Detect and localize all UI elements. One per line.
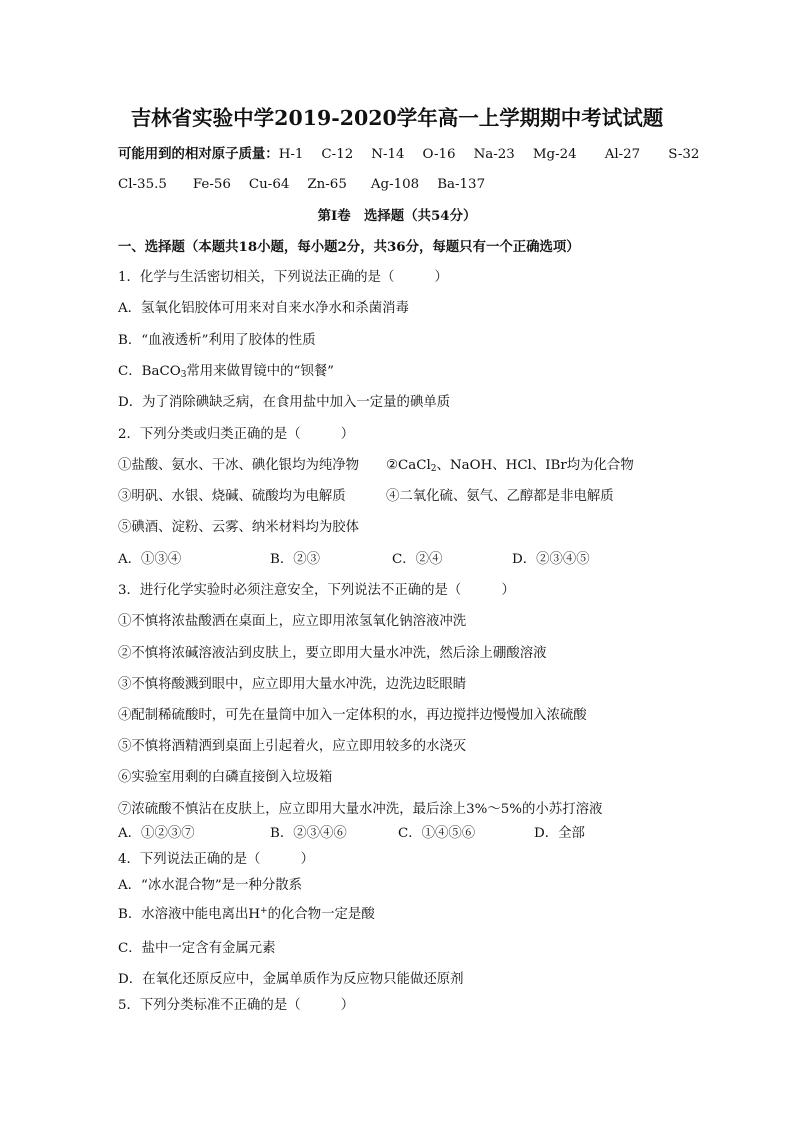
mass-n: N-14 (371, 147, 405, 162)
q2-option-b: B．②③ (270, 552, 321, 567)
mass-mg: Mg-24 (532, 147, 577, 162)
q1-option-d: D．为了消除碘缺乏病，在食用盐中加入一定量的碘单质 (118, 395, 451, 410)
q2-statement-3: ③明矾、水银、烧碱、硫酸均为电解质 (118, 489, 346, 504)
mass-ba: Ba-137 (437, 177, 486, 192)
mass-cl: Cl-35.5 (118, 177, 167, 192)
q1-stem: 1．化学与生活密切相关，下列说法正确的是（ ） (118, 270, 448, 285)
atomic-mass-line-1 (118, 145, 699, 164)
mass-cu: Cu-64 (248, 177, 290, 192)
q2-stem: 2．下列分类或归类正确的是（ ） (118, 427, 355, 442)
q3-option-b: B．②③④⑥ (270, 826, 347, 841)
q3-option-a: A．①②③⑦ (118, 826, 195, 841)
mass-ag: Ag-108 (370, 177, 420, 192)
q3-statement-3: ③不慎将酸溅到眼中，应立即用大量水冲洗，边洗边眨眼睛 (118, 677, 467, 692)
q2-statement-5: ⑤碘酒、淀粉、云雾、纳米材料均为胶体 (118, 520, 360, 535)
q3-statement-4: ④配制稀硫酸时，可先在量筒中加入一定体积的水，再边搅拌边慢慢加入浓硫酸 (118, 708, 587, 723)
mass-s: S-32 (668, 147, 700, 162)
q3-statement-1: ①不慎将浓盐酸洒在桌面上，应立即用浓氢氧化钠溶液冲洗 (118, 614, 467, 629)
q2-option-c: C．②④ (392, 552, 443, 567)
q1-option-b: B．“血液透析”利用了胶体的性质 (118, 333, 316, 348)
q4-option-a: A．“冰水混合物”是一种分散系 (118, 878, 303, 893)
q3-stem: 3．进行化学实验时必须注意安全，下列说法不正确的是（ ） (118, 583, 515, 598)
q3-statement-7: ⑦浓硫酸不慎沾在皮肤上，应立即用大量水冲洗，最后涂上3%～5%的小苏打溶液 (118, 802, 603, 817)
q2-option-d: D．②③④⑤ (512, 552, 590, 567)
q4-option-b: B．水溶液中能电离出H+的化合物一定是酸 (118, 906, 375, 922)
mass-o: O-16 (422, 147, 456, 162)
section-title: 第Ⅰ卷 选择题（共54分） (317, 208, 477, 224)
part-heading: 一、选择题（本题共18小题，每小题2分，共36分，每题只有一个正确选项） (118, 239, 580, 255)
q2-option-a: A．①③④ (118, 552, 182, 567)
q4-option-c: C．盐中一定含有金属元素 (118, 941, 276, 956)
q2-statement-1: ①盐酸、氨水、干冰、碘化银均为纯净物 (118, 458, 360, 473)
mass-na: Na-23 (473, 147, 515, 162)
q4-option-d: D．在氧化还原反应中，金属单质作为反应物只能做还原剂 (118, 972, 464, 987)
q3-option-c: C．①④⑤⑥ (398, 826, 476, 841)
atomic-mass-line-2 (118, 176, 485, 194)
q3-statement-5: ⑤不慎将酒精洒到桌面上引起着火，应立即用较多的水浇灭 (118, 739, 467, 754)
q2-statement-4: ④二氧化硫、氨气、乙醇都是非电解质 (386, 489, 614, 504)
q2-statement-2: ②CaCl$_2$、NaOH、HCl、IBr均为化合物 (386, 458, 634, 474)
q3-option-d: D．全部 (534, 826, 585, 841)
q1-option-a: A．氢氧化铝胶体可用来对自来水净水和杀菌消毒 (118, 301, 409, 316)
q5-stem: 5．下列分类标准不正确的是（ ） (118, 998, 355, 1013)
mass-c: C-12 (321, 147, 354, 162)
exam-title: 吉林省实验中学2019-2020学年高一上学期期中考试试题 (130, 106, 664, 130)
mass-al: Al-27 (604, 147, 641, 162)
atomic-mass-label: 可能用到的相对原子质量： (118, 146, 279, 162)
mass-h: H-1 (278, 147, 304, 162)
mass-fe: Fe-56 (192, 177, 231, 192)
q1-option-c: C．BaCO$_3$常用来做胃镜中的“钡餐” (118, 364, 335, 380)
q4-stem: 4．下列说法正确的是（ ） (118, 852, 314, 867)
q3-statement-6: ⑥实验室用剩的白磷直接倒入垃圾箱 (118, 770, 333, 785)
mass-zn: Zn-65 (307, 177, 347, 192)
q3-statement-2: ②不慎将浓碱溶液沾到皮肤上，要立即用大量水冲洗，然后涂上硼酸溶液 (118, 646, 547, 661)
